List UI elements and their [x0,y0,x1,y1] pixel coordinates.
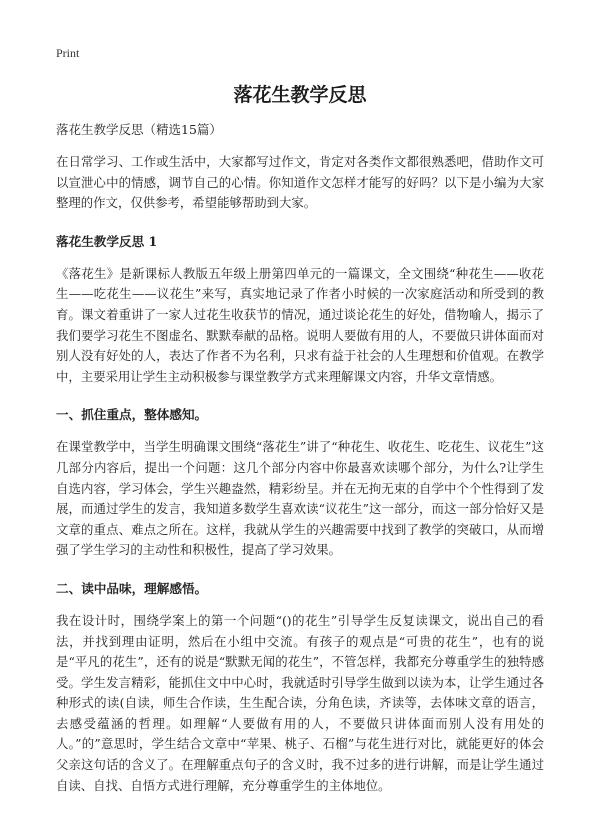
document-subtitle: 落花生教学反思（精选15篇） [56,122,222,137]
section1-heading: 一、抓住重点，整体感知。 [56,407,208,423]
section2-paragraph: 我在设计时，围绕学案上的第一个问题“()的花生”引导学生反复读课文，说出自己的看法，并找到理由证明，然后在小组中交流。有孩子的观点是“可贵的花生”，也有的说是“平凡的花生”，还有的说是“默默无闻的花生”，不管怎样，我都充分尊重学生的独特感受。学生发言精彩，能抓住文中中心时，我就适时引导学生做到以读为本，让学生通过各种形式的读(自读，师生合作读，生生配合读，分角色读，齐读等，去体味文章的语言，去感受蕴涵的哲理。如理解“人要做有用的人，不要做只讲体面而别人没有用处的人。”的”意思时，学生结合文章中“苹果、桃子、石榴”与花生进行对比，就能更好的体会父亲这句话的含义了。在理解重点句子的含义时，我不过多的进行讲解，而是让学生通过自读、自找、自悟方式进行理解，充分尊重学生的主体地位。 [56,612,544,793]
intro-paragraph: 在日常学习、工作或生活中，大家都写过作文，肯定对各类作文都很熟悉吧，借助作文可以宣泄心中的情感，调节自己的心情。你知道作文怎样才能写的好吗？以下是小编为大家整理的作文，仅供参考，希望能够帮助到大家。 [56,154,544,211]
part1-heading: 落花生教学反思 1 [56,233,158,249]
intro-block [56,152,544,214]
section2-block [56,611,544,796]
print-link[interactable]: Print [56,46,80,60]
page-title: 落花生教学反思 [233,84,367,106]
section1-paragraph: 在课堂教学中，当学生明确课文围绕“落花生”讲了“种花生、收花生、吃花生、议花生”这几部分内容后，提出一个问题：这几个部分内容中你最喜欢读哪个部分，为什么?让学生自选内容，学习体会，学生兴趣盎然，精彩纷呈。并在无拘无束的自学中个个性得到了发展，而通过学生的发言，我知道多数学生喜欢读“议花生”这一部分，而这一部分恰好又是文章的重点、难点之所在。这样，我就从学生的兴趣需要中找到了教学的突破口，从而增强了学生学习的主动性和积极性，提高了学习效果。 [56,439,544,558]
part1-paragraph: 《落花生》是新课标人教版五年级上册第四单元的一篇课文，全文围绕“种花生——收花生——吃花生——议花生”来写，真实地记录了作者小时候的一次家庭活动和所受到的教育。课文着重讲了一家人过花生收获节的情况，通过谈论花生的好处，借物喻人，揭示了我们要学习花生不图虚名、默默奉献的品格。说明人要做有用的人，不要做只讲体面而对别人没有好处的人，表达了作者不为名利，只求有益于社会的人生理想和价值观。在教学中，主要采用让学生主动积极参与课堂教学方式来理解课文内容，升华文章情感。 [56,265,544,384]
document-body [56,120,544,814]
part1-block [56,264,544,388]
section1-block [56,437,544,561]
section2-heading: 二、读中品味，理解感悟。 [56,580,208,596]
